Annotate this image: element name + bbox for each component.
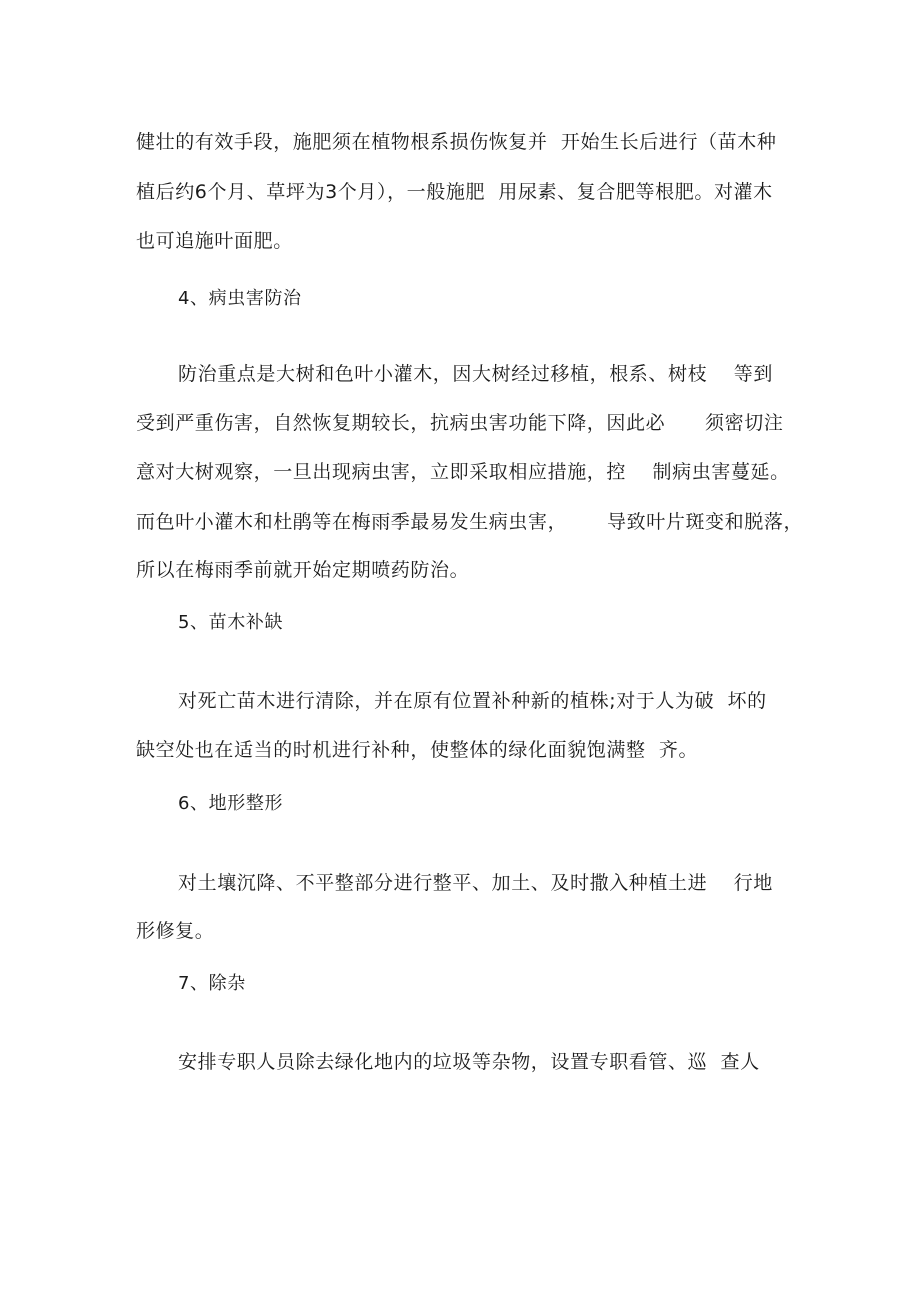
body-text-line: 所以在梅雨季前就开始定期喷药防治。 xyxy=(136,559,470,581)
body-text-line: 植后约6个月、草坪为3个月），一般施肥 用尿素、复合肥等根肥。对灌木 xyxy=(136,181,773,203)
body-text-line: 形修复。 xyxy=(136,920,215,942)
body-text-line: 对土壤沉降、不平整部分进行整平、加土、及时撒入种植土进 行地 xyxy=(178,872,773,894)
section-heading: 5、苗木补缺 xyxy=(178,612,284,633)
body-text-line: 缺空处也在适当的时机进行补种，使整体的绿化面貌饱满整 齐。 xyxy=(136,739,699,761)
body-text-line: 受到严重伤害，自然恢复期较长，抗病虫害功能下降，因此必 须密切注 xyxy=(136,412,784,434)
body-text-line: 健壮的有效手段，施肥须在植物根系损伤恢复并 开始生长后进行（苗木种 xyxy=(136,131,777,153)
section-heading: 4、病虫害防治 xyxy=(178,288,302,309)
body-text-line: 防治重点是大树和色叶小灌木，因大树经过移植，根系、树枝 等到 xyxy=(178,363,773,385)
body-text-line: 也可追施叶面肥。 xyxy=(136,230,293,252)
section-heading: 6、地形整形 xyxy=(178,793,284,814)
body-text-line: 对死亡苗木进行清除，并在原有位置补种新的植株;对于人为破 坏的 xyxy=(178,690,767,712)
body-text-line: 意对大树观察，一旦出现病虫害，立即采取相应措施，控 制病虫害蔓延。 xyxy=(136,461,790,483)
body-text-line: 而色叶小灌木和杜鹃等在梅雨季最易发生病虫害， 导致叶片斑变和脱落， xyxy=(136,511,804,533)
body-text-line: 安排专职人员除去绿化地内的垃圾等杂物，设置专职看管、巡 查人 xyxy=(178,1051,760,1073)
section-heading: 7、除杂 xyxy=(178,973,246,994)
